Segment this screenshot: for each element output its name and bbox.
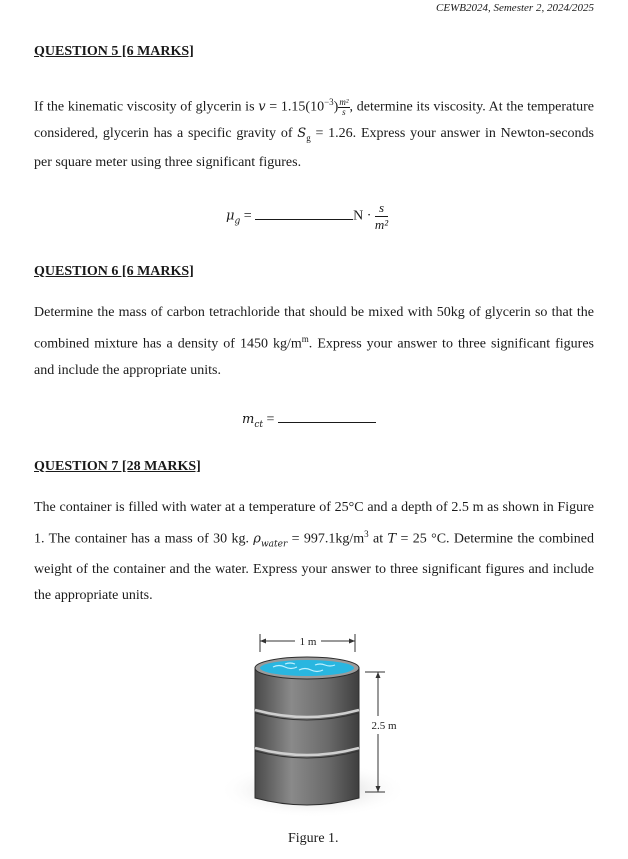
viscosity-unit-fraction: $\frac{s}{\text{m²}}$ xyxy=(374,200,389,232)
question-5-body: If the kinematic viscosity of glycerin is $v = 1.15(10^{-3})$ $\frac{\text{m²}}{s}$ , determine its viscosity. At the temperature considered, glycerin has a specific gravity of $S_g = 1.26$. Express your answer in Newton-seconds per square meter using three significant figures. xyxy=(34,96,595,171)
figure-caption: Figure 1. xyxy=(288,831,339,846)
width-arrow-right xyxy=(349,639,355,644)
width-arrow-left xyxy=(260,639,266,644)
question-7-body: The container is filled with water at a temperature of 25°C and a depth of 2.5 m as shown in Figure 1. The container has a mass of 30 kg. $\rho_{water} = 997.1kg/m^3$ at T = 25 °C. Determine the combined weight of the container and the water. Express your answer to three significant figures and include the appropriate units. xyxy=(34,500,594,604)
answer-blank-q6[interactable] xyxy=(278,408,376,423)
question-7-title: QUESTION 7 [28 MARKS] xyxy=(34,459,201,474)
question-6-answer-line: $m_{ct}$ = xyxy=(242,408,376,430)
barrel-figure xyxy=(215,630,415,820)
question-5-title: QUESTION 5 [6 MARKS] xyxy=(34,44,194,59)
width-label: 1 m xyxy=(299,636,317,648)
answer-blank-q5[interactable] xyxy=(255,205,353,220)
page-header: CEWB2024, Semester 2, 2024/2025 xyxy=(436,2,594,14)
height-arrow-top xyxy=(376,672,381,678)
water-surface xyxy=(260,660,354,676)
height-label: 2.5 m xyxy=(371,720,397,732)
question-5-answer-line: $\mu_g = N$ · $\frac{s}{\text{m²}}$ xyxy=(226,200,389,232)
question-6-body: Determine the mass of carbon tetrachloride that should be mixed with 50kg of glycerin so that the combined mixture has a density of 1450 $kg/m^m$. Express your answer to three significant figures and include the appropriate units. xyxy=(34,305,595,378)
barrel-body xyxy=(255,668,359,805)
question-6-title: QUESTION 6 [6 MARKS] xyxy=(34,264,194,279)
kinematic-unit-fraction: $\frac{\text{m²}}{s}$ xyxy=(339,96,349,117)
